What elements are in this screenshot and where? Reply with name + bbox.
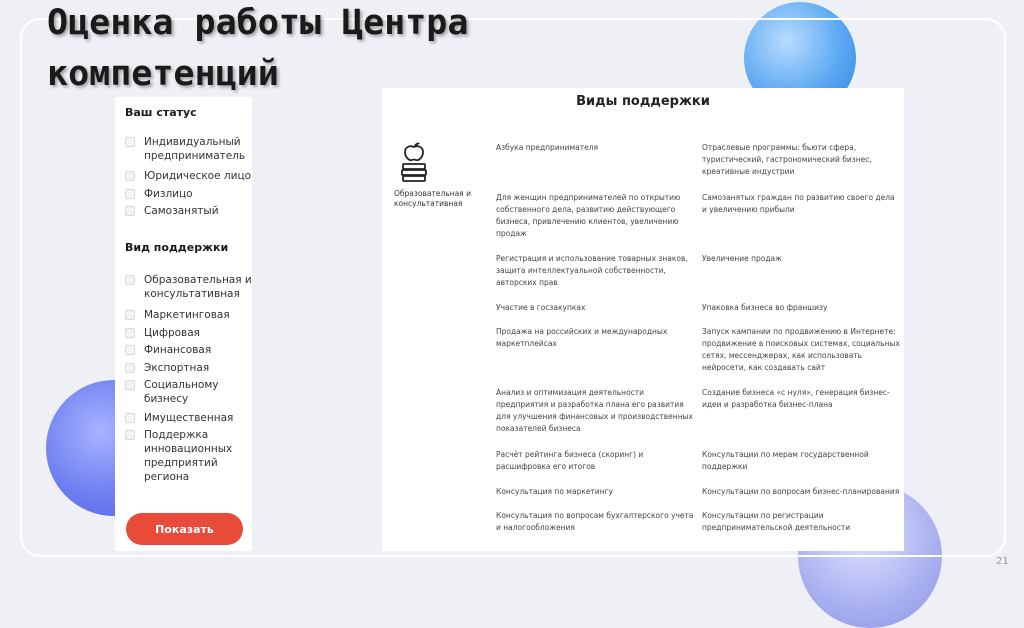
checkbox-icon[interactable] (125, 345, 135, 355)
support-option-label: Финансовая (144, 344, 212, 356)
slide-number: 21 (996, 556, 1009, 567)
support-item: Самозанятых граждан по развитию своего дела и увеличению прибыли (702, 193, 895, 214)
status-option-label: Самозанятый (144, 205, 219, 217)
checkbox-icon[interactable] (125, 363, 135, 373)
support-item: Отраслевые программы: бьюти сфера, туристический, гастрономический бизнес, креативные индустрии (702, 143, 872, 176)
support-option-innovation[interactable] (125, 428, 252, 486)
support-option-social-business[interactable] (125, 378, 252, 411)
status-option-label: Индивидуальный предприниматель (144, 136, 246, 162)
checkbox-icon[interactable] (125, 275, 135, 285)
support-option-property[interactable] (125, 411, 252, 429)
apple-books-icon (401, 142, 427, 182)
support-title: Виды поддержки (576, 94, 710, 109)
support-item: Продажа на российских и международных маркетплейсах (496, 327, 668, 348)
support-option-marketing[interactable] (125, 308, 252, 326)
support-option-financial[interactable] (125, 343, 252, 361)
support-option-label: Цифровая (144, 326, 200, 339)
support-option-label: Образовательная и консультативная (144, 274, 252, 300)
support-option-label: Имущественная (144, 411, 234, 424)
status-option-self-employed[interactable] (125, 204, 252, 222)
slide-title: Оценка работы Центра компетенций (47, 3, 469, 94)
support-item: Участие в госзакупках (496, 303, 586, 312)
support-item: Запуск кампании по продвижению в Интернете: продвижение в поисковых системах, социальных сетях, мессенджерах, как использовать нейросети, как создавать сайт (702, 327, 900, 372)
support-item: Для женщин предпринимателей по открытию собственного дела, развитию действующего бизнеса, привлечению клиентов, увеличению продаж (496, 193, 681, 238)
status-option-individual[interactable] (125, 135, 252, 169)
status-filter-list (125, 135, 252, 222)
status-option-person[interactable] (125, 187, 252, 205)
filter-panel (115, 97, 252, 551)
status-filter-heading: Ваш статус (125, 106, 197, 119)
checkbox-icon[interactable] (125, 380, 135, 390)
support-panel (382, 88, 904, 551)
checkbox-icon[interactable] (125, 171, 135, 181)
support-item: Создание бизнеса «с нуля», генерация бизнес-идеи и разработка бизнес-плана (702, 388, 890, 409)
support-filter-list (125, 273, 252, 486)
checkbox-icon[interactable] (125, 189, 135, 199)
support-item: Консультация по маркетингу (496, 487, 613, 496)
support-item: Консультации по вопросам бизнес-планирования (702, 487, 900, 496)
support-item: Увеличение продаж (702, 254, 782, 263)
support-option-digital[interactable] (125, 326, 252, 344)
support-item: Консультация по вопросам бухгалтерского учета и налогообложения (496, 511, 694, 532)
status-filter-section (125, 106, 252, 222)
checkbox-icon[interactable] (125, 137, 135, 147)
status-option-label: Юридическое лицо (144, 170, 252, 182)
checkbox-icon[interactable] (125, 310, 135, 320)
support-filter-heading: Вид поддержки (125, 241, 229, 254)
support-item: Консультации по мерам государственной поддержки (702, 450, 869, 471)
support-item: Расчёт рейтинга бизнеса (скоринг) и расшифровка его итогов (496, 450, 644, 471)
support-option-label: Маркетинговая (144, 309, 230, 321)
checkbox-icon[interactable] (125, 430, 135, 440)
support-option-label: Поддержка инновационных предприятий региона (144, 429, 233, 483)
support-item: Азбука предпринимателя (496, 143, 599, 152)
checkbox-icon[interactable] (125, 413, 135, 423)
category-label: Образовательная и консультативная (394, 189, 471, 208)
checkbox-icon[interactable] (125, 328, 135, 338)
support-option-label: Социальному бизнесу (144, 379, 219, 405)
support-filter-section (125, 241, 252, 486)
support-option-label: Экспортная (144, 361, 210, 374)
status-option-label: Физлицо (144, 187, 193, 200)
support-item: Упаковка бизнеса во франшизу (702, 303, 828, 312)
support-option-educational[interactable] (125, 273, 252, 308)
support-item: Консультации по регистрации предпринимательской деятельности (702, 511, 851, 532)
show-button[interactable]: Показать (126, 513, 243, 545)
checkbox-icon[interactable] (125, 206, 135, 216)
support-item: Регистрация и использование товарных знаков, защита интеллектуальной собственности, авторских прав (496, 254, 688, 287)
status-option-legal-entity[interactable] (125, 169, 252, 187)
support-item: Анализ и оптимизация деятельности предприятия и разработка плана его развития для улучшения финансовых и производственных показателей бизнеса (496, 388, 693, 433)
support-option-export[interactable] (125, 361, 252, 379)
